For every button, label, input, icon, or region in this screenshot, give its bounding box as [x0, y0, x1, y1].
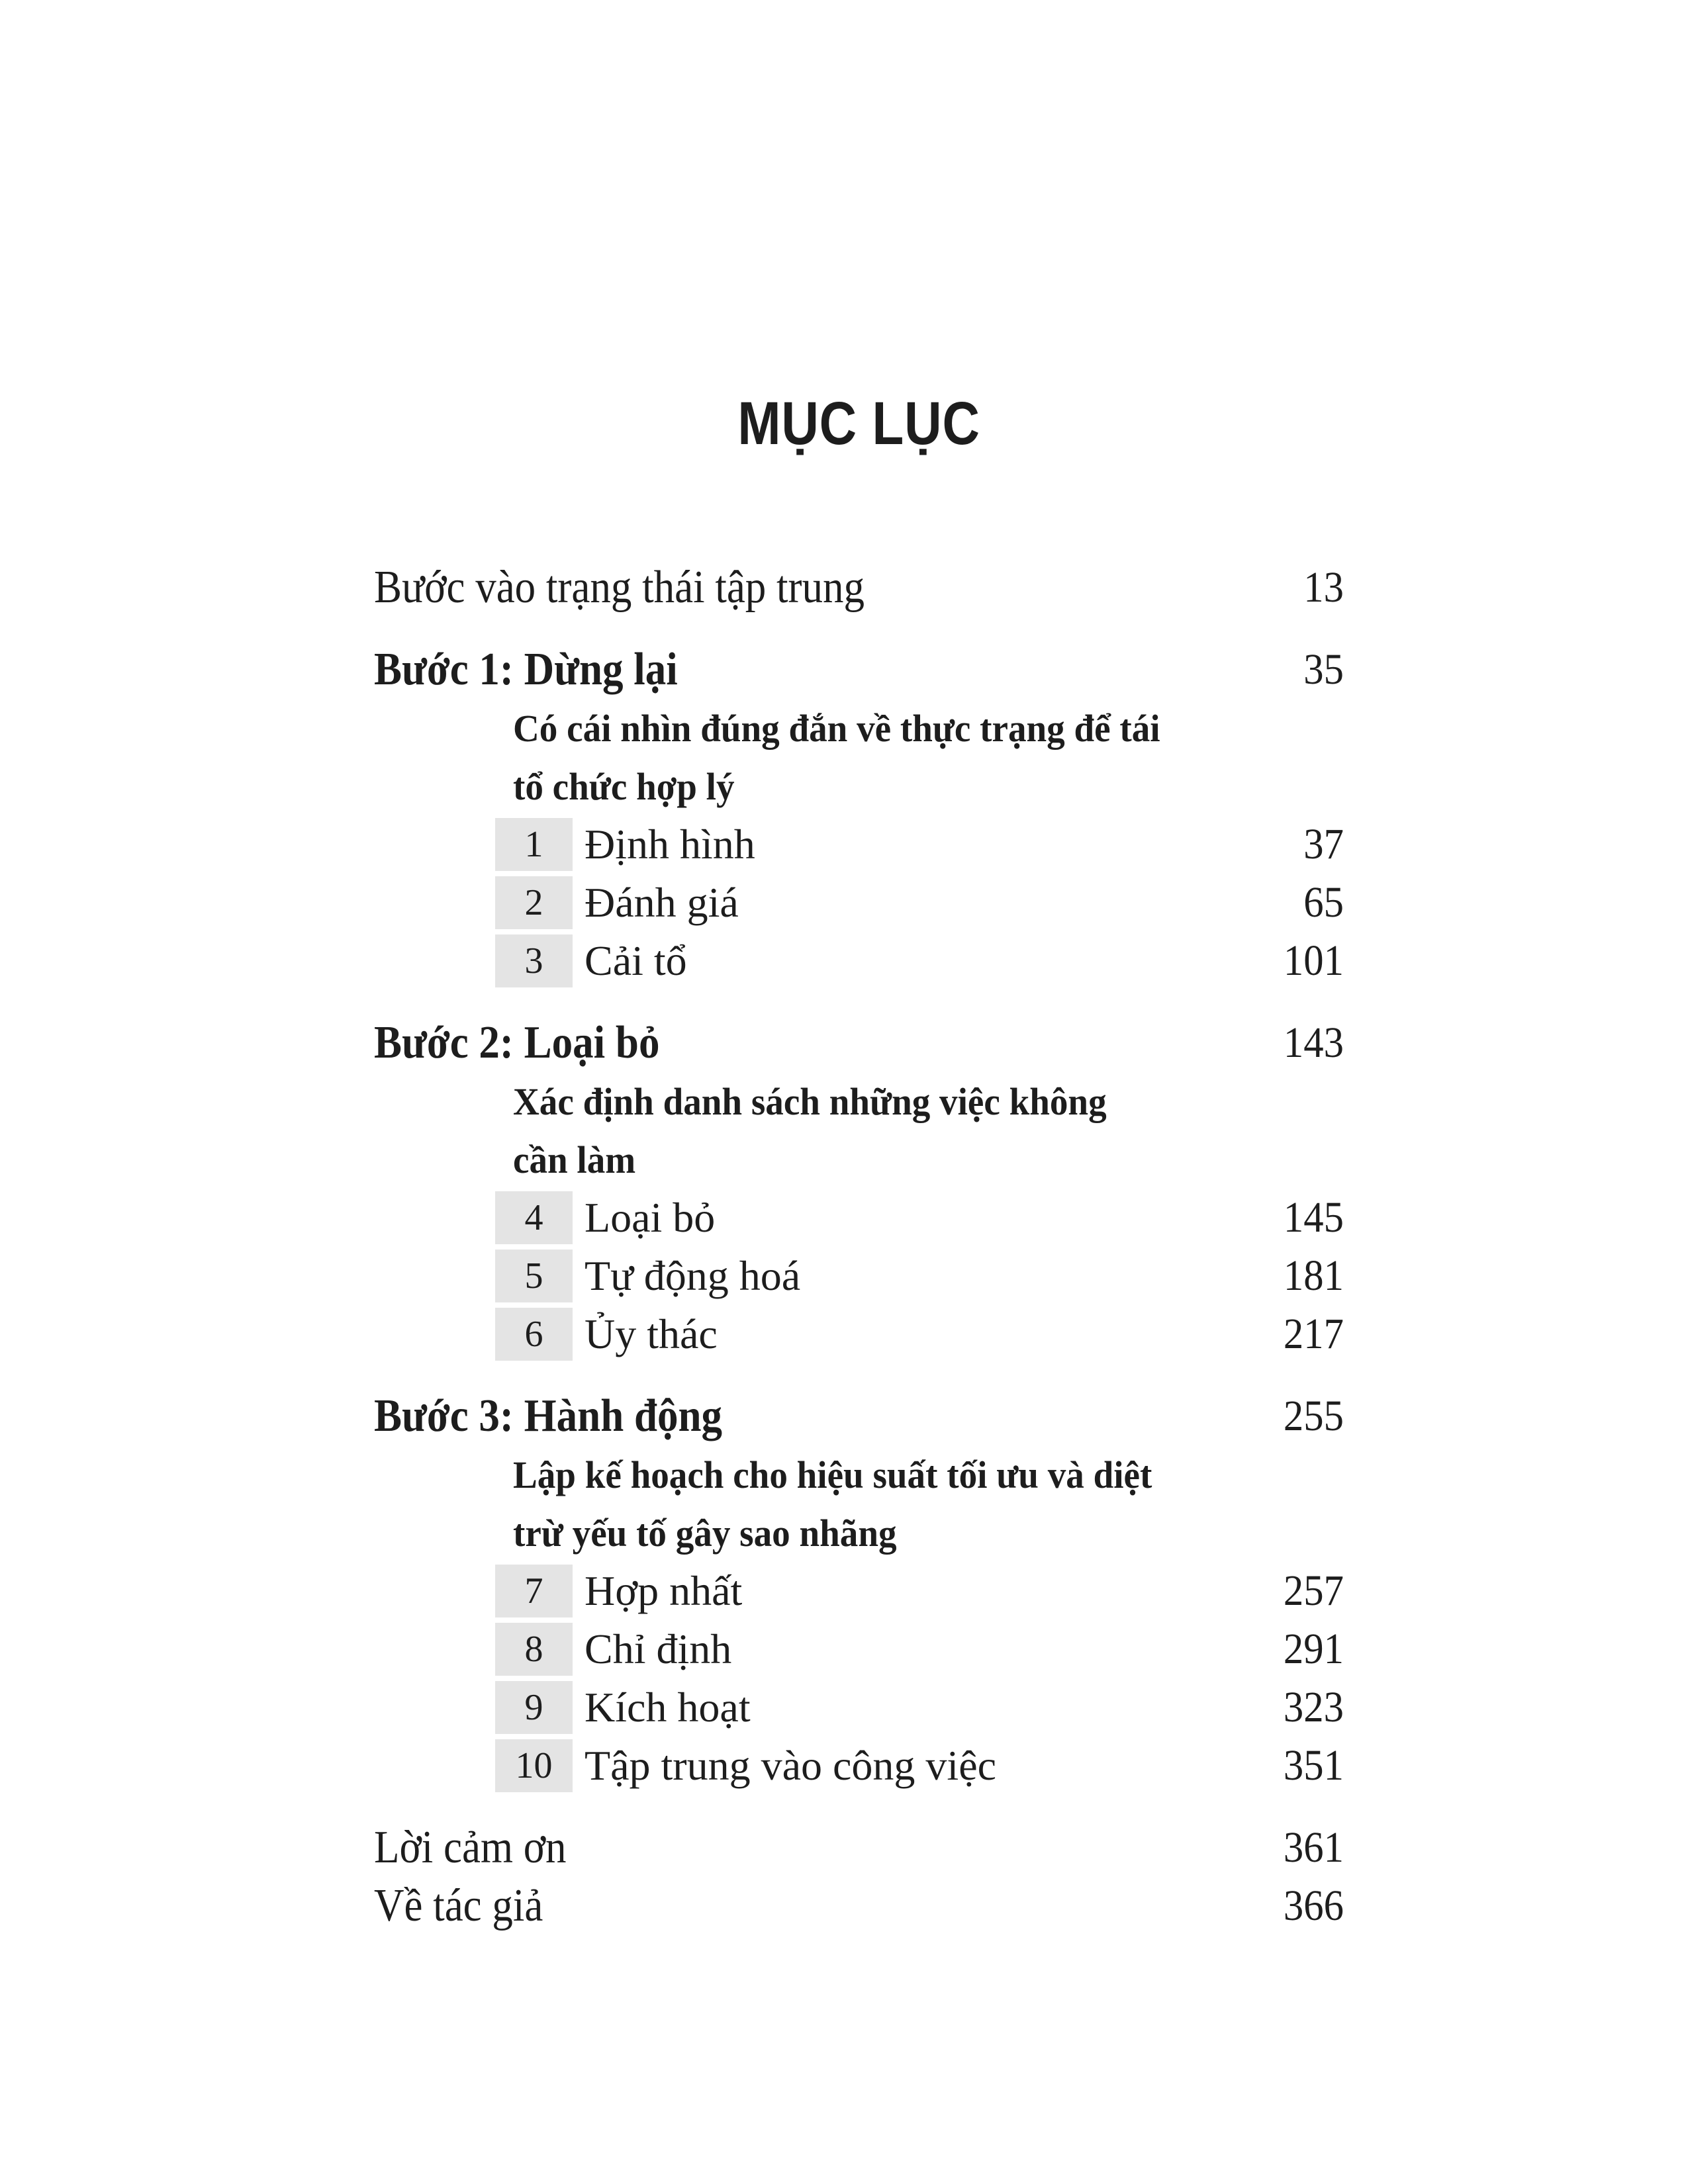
section-heading-page: 255 [1283, 1392, 1344, 1440]
chapter-page: 323 [1283, 1683, 1344, 1731]
chapter-page: 257 [1283, 1567, 1344, 1615]
chapter-number-badge: 4 [495, 1191, 573, 1244]
page-title [374, 371, 1344, 477]
section-heading-label: Bước 1: Dừng lại [374, 644, 678, 695]
chapter-title: Tập trung vào công việc [585, 1742, 996, 1789]
chapter-row [374, 815, 1344, 874]
section-heading-row-2 [374, 1014, 1344, 1072]
toc-entry-label: Bước vào trạng thái tập trung [374, 562, 865, 613]
chapter-number-badge: 10 [495, 1739, 573, 1792]
chapter-number-badge: 7 [495, 1565, 573, 1617]
chapter-page: 351 [1283, 1741, 1344, 1790]
section-description-line: Có cái nhìn đúng đắn về thực trạng để tái [513, 706, 1160, 750]
chapter-row [374, 1189, 1344, 1247]
chapter-title: Cải tổ [585, 937, 687, 984]
chapter-number-badge: 5 [495, 1250, 573, 1302]
chapter-page: 181 [1283, 1251, 1344, 1300]
toc-entry-label: Lời cảm ơn [374, 1822, 567, 1873]
chapter-page: 291 [1283, 1625, 1344, 1673]
chapter-number-badge: 3 [495, 934, 573, 987]
section-heading-label: Bước 3: Hành động [374, 1390, 723, 1441]
chapter-title: Định hình [585, 821, 755, 868]
toc-entry-row-acknowledgments [374, 1819, 1344, 1877]
chapter-number-badge: 8 [495, 1623, 573, 1676]
toc-entry-row-about-author [374, 1877, 1344, 1935]
chapter-title: Kích hoạt [585, 1684, 751, 1731]
chapter-row [374, 1562, 1344, 1620]
chapter-number-badge: 9 [495, 1681, 573, 1734]
section-heading-page: 35 [1303, 645, 1344, 694]
chapter-page: 217 [1283, 1310, 1344, 1358]
section-description-line: tổ chức hợp lý [513, 764, 735, 808]
chapter-page: 65 [1303, 878, 1344, 927]
chapter-page: 145 [1283, 1193, 1344, 1242]
section-description-line: cần làm [513, 1138, 636, 1181]
chapter-title: Hợp nhất [585, 1567, 743, 1614]
chapter-number-badge: 6 [495, 1308, 573, 1361]
toc-entry-page: 361 [1283, 1823, 1344, 1872]
section-heading-row-1 [374, 641, 1344, 699]
chapter-page: 101 [1283, 936, 1344, 985]
section-description-line: Lập kế hoạch cho hiệu suất tối ưu và diệt [513, 1453, 1152, 1496]
toc-content-column [374, 0, 1344, 1935]
chapter-row [374, 1737, 1344, 1795]
chapter-row [374, 1678, 1344, 1737]
chapter-page: 37 [1303, 820, 1344, 868]
toc-entry-page: 366 [1283, 1882, 1344, 1930]
chapter-row [374, 1247, 1344, 1305]
chapter-title: Loại bỏ [585, 1194, 716, 1241]
chapter-number-badge: 2 [495, 876, 573, 929]
section-heading-label: Bước 2: Loại bỏ [374, 1017, 660, 1068]
chapter-row [374, 1620, 1344, 1678]
section-heading-page: 143 [1283, 1019, 1344, 1067]
section-description-line: Xác định danh sách những việc không [513, 1079, 1107, 1123]
chapter-row [374, 932, 1344, 990]
chapter-title: Tự động hoá [585, 1252, 801, 1299]
toc-entry-page: 13 [1303, 563, 1344, 612]
toc-entry-label: Về tác giả [374, 1880, 543, 1931]
section-description-line: trừ yếu tố gây sao nhãng [513, 1511, 897, 1555]
chapter-title: Chỉ định [585, 1625, 732, 1672]
toc-entry-row-intro [374, 559, 1344, 617]
section-heading-row-3 [374, 1387, 1344, 1445]
chapter-number-badge: 1 [495, 818, 573, 871]
page-title-text: MỤC LỤC [737, 390, 980, 457]
chapter-title: Ủy thác [585, 1310, 718, 1357]
chapter-row [374, 874, 1344, 932]
chapter-row [374, 1305, 1344, 1363]
chapter-title: Đánh giá [585, 879, 739, 926]
